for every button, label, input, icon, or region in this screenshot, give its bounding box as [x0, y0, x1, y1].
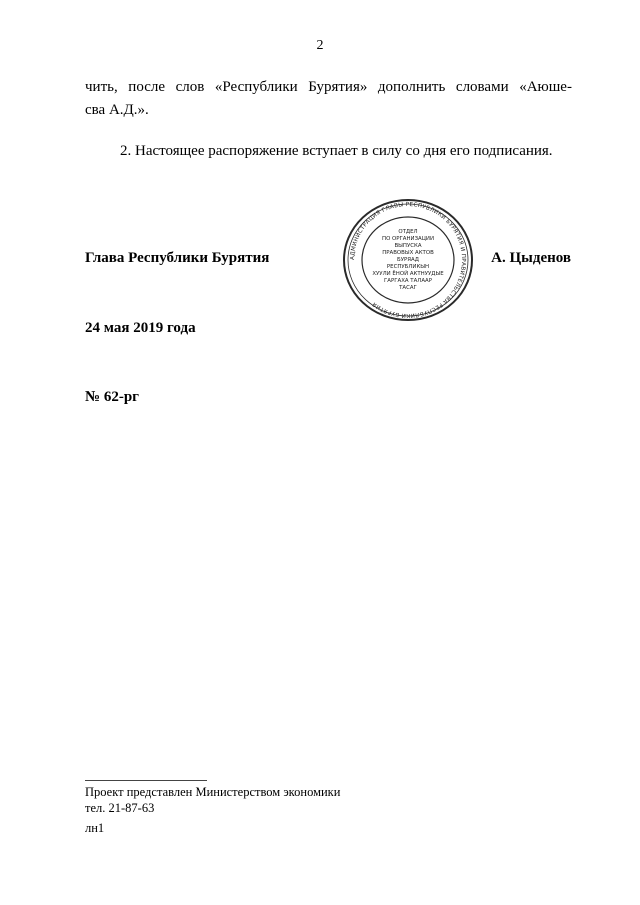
word: словами: [455, 79, 509, 95]
word: Бурятия»: [308, 79, 368, 95]
signatory-name: А. Цыденов: [491, 250, 571, 266]
executor-initials: лн1: [85, 821, 105, 835]
official-seal: [343, 198, 473, 322]
word: слов: [175, 79, 205, 95]
footnote: [85, 784, 340, 816]
seal-line: ХУУЛИ ЁНОЙ АКТНУУДЫЕ: [372, 271, 444, 277]
paragraph-amendment: [85, 76, 572, 122]
footnote-divider: [85, 780, 207, 781]
page-number: 2: [316, 38, 324, 53]
seal-line: РЕСПУБЛИКЫН: [386, 264, 430, 270]
word: после: [128, 79, 165, 95]
paragraph-line: [85, 76, 572, 99]
seal-outer-text: АДМИНИСТРАЦИЯ ГЛАВЫ РЕСПУБЛИКИ БУРЯТИЯ И ПРАВИТЕЛЬСТВА РЕСПУБЛИКИ БУРЯТИЯ: [349, 201, 467, 319]
seal-line: ГАРГАХА ТАЛААР: [384, 278, 432, 284]
seal-line: ПРАВОВЫХ АКТОВ: [382, 250, 434, 256]
seal-line: ПО ОРГАНИЗАЦИИ: [382, 236, 434, 242]
document-date: 24 мая 2019 года: [85, 320, 196, 336]
seal-line: ТАСАГ: [399, 285, 417, 291]
document-number: № 62-рг: [85, 389, 139, 405]
seal-line: ВЫПУСКА: [394, 243, 422, 249]
seal-line: БУРЯАД: [397, 257, 419, 263]
paragraph-effective: 2. Настоящее распоряжение вступает в силу со дня его подписания.: [120, 143, 553, 159]
word: дополнить: [377, 79, 446, 95]
footnote-line: тел. 21-87-63: [85, 801, 155, 815]
paragraph-line: сва А.Д.».: [85, 102, 149, 118]
word: «Республики: [214, 79, 298, 95]
signatory-title: Глава Республики Бурятия: [85, 250, 270, 266]
seal-line: ОТДЕЛ: [398, 229, 418, 235]
footnote-line: Проект представлен Министерством экономики: [85, 785, 341, 799]
word: «Аюше-: [519, 79, 572, 95]
word: чить,: [85, 79, 118, 95]
